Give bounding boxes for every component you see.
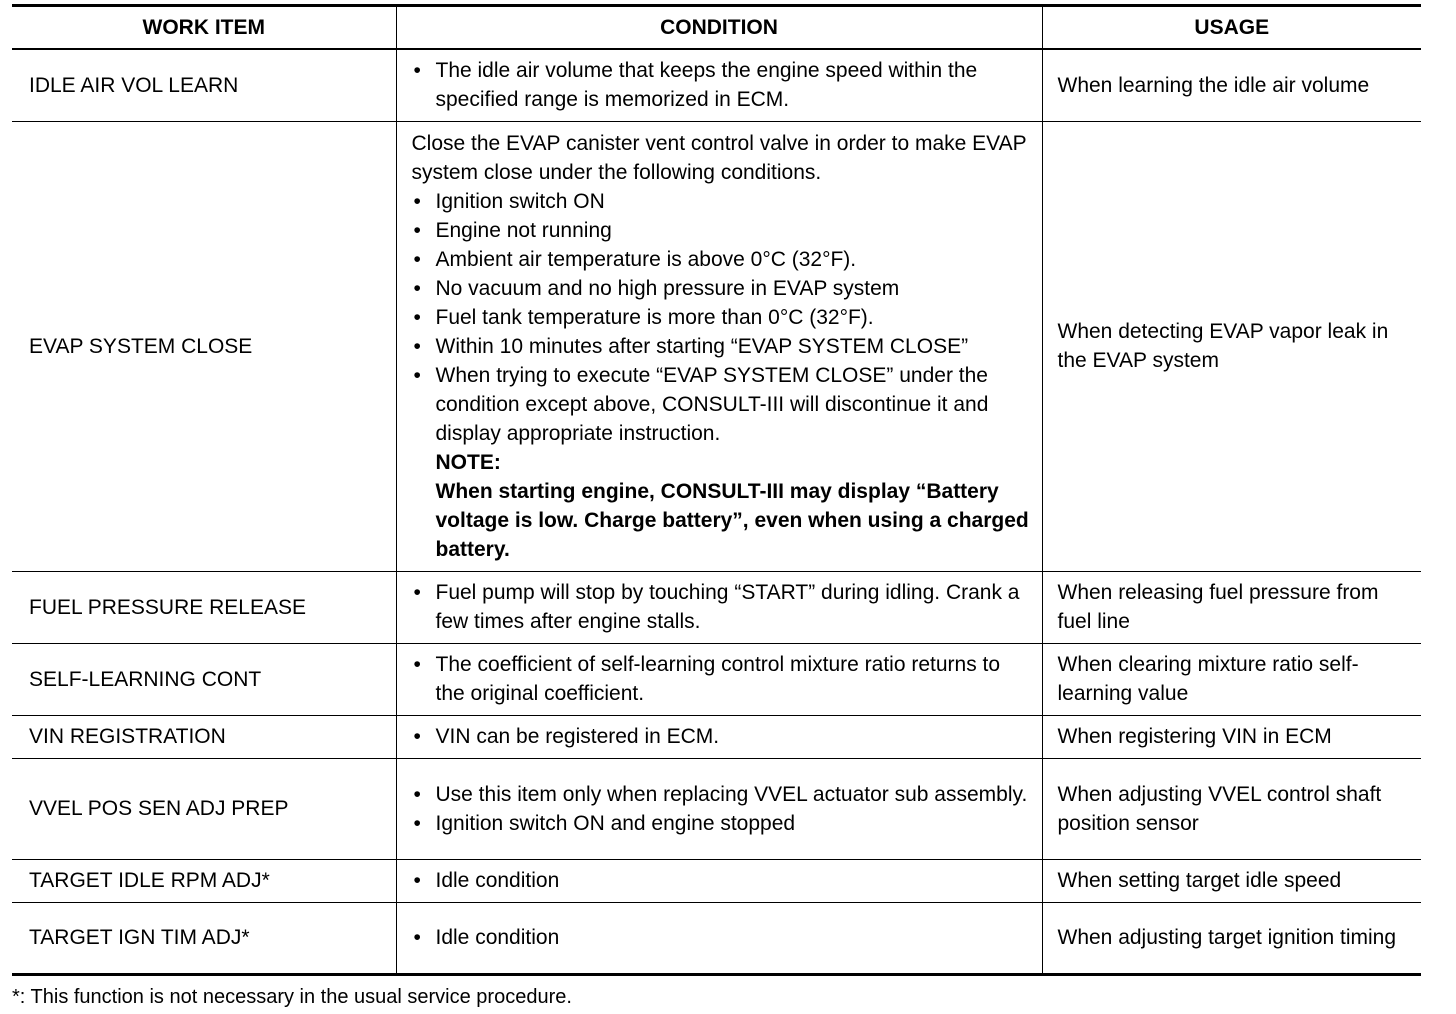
condition-cell — [396, 643, 1042, 715]
condition-cell — [396, 902, 1042, 974]
condition-list — [412, 187, 1030, 448]
table-row — [12, 715, 1421, 758]
condition-cell — [396, 571, 1042, 643]
work-item-cell: VVEL POS SEN ADJ PREP — [12, 758, 396, 859]
table-row — [12, 121, 1421, 571]
work-support-table — [12, 4, 1421, 976]
note-block — [412, 448, 1030, 564]
note-label: NOTE: — [435, 450, 501, 474]
table-row — [12, 902, 1421, 974]
table-row — [12, 859, 1421, 902]
condition-bullet: • Ignition switch ON — [412, 187, 1030, 216]
condition-bullet: • Engine not running — [412, 216, 1030, 245]
condition-bullet: • No vacuum and no high pressure in EVAP system — [412, 274, 1030, 303]
condition-bullet: • VIN can be registered in ECM. — [412, 722, 1030, 751]
table-row — [12, 758, 1421, 859]
condition-list — [412, 780, 1030, 838]
usage-cell: When releasing fuel pressure from fuel line — [1042, 571, 1421, 643]
condition-list — [412, 56, 1030, 114]
header-work-item: WORK ITEM — [12, 6, 396, 50]
condition-cell — [396, 859, 1042, 902]
condition-bullet: • Idle condition — [412, 923, 1030, 952]
condition-bullet: • Ignition switch ON and engine stopped — [412, 809, 1030, 838]
usage-cell: When adjusting target ignition timing — [1042, 902, 1421, 974]
condition-bullet: • Fuel tank temperature is more than 0°C (32°F). — [412, 303, 1030, 332]
condition-bullet: • The coefficient of self-learning control mixture ratio returns to the original coefficient. — [412, 650, 1030, 708]
header-usage: USAGE — [1042, 6, 1421, 50]
table-row — [12, 643, 1421, 715]
condition-bullet: • The idle air volume that keeps the engine speed within the specified range is memorized in ECM. — [412, 56, 1030, 114]
footnote: *: This function is not necessary in the usual service procedure. — [12, 986, 572, 1008]
condition-bullet: • When trying to execute “EVAP SYSTEM CLOSE” under the condition except above, CONSULT-III will discontinue it and display appropriate instruction. — [412, 361, 1030, 448]
condition-intro: Close the EVAP canister vent control valve in order to make EVAP system close under the following conditions. — [411, 131, 1027, 184]
table-header-row — [12, 6, 1421, 50]
condition-list — [412, 650, 1030, 708]
table-row — [12, 49, 1421, 121]
condition-cell — [396, 121, 1042, 571]
condition-list — [412, 866, 1030, 895]
condition-cell — [396, 715, 1042, 758]
usage-cell: When registering VIN in ECM — [1042, 715, 1421, 758]
table-row — [12, 571, 1421, 643]
work-item-cell: SELF-LEARNING CONT — [12, 643, 396, 715]
work-item-cell: VIN REGISTRATION — [12, 715, 396, 758]
condition-bullet: • Use this item only when replacing VVEL actuator sub assembly. — [412, 780, 1030, 809]
condition-bullet: • Ambient air temperature is above 0°C (32°F). — [412, 245, 1030, 274]
condition-cell — [396, 758, 1042, 859]
usage-cell: When clearing mixture ratio self-learning value — [1042, 643, 1421, 715]
condition-bullet: • Idle condition — [412, 866, 1030, 895]
condition-cell — [396, 49, 1042, 121]
usage-cell: When detecting EVAP vapor leak in the EVAP system — [1042, 121, 1421, 571]
condition-list — [412, 722, 1030, 751]
usage-cell: When setting target idle speed — [1042, 859, 1421, 902]
condition-bullet: • Fuel pump will stop by touching “START” during idling. Crank a few times after engine stalls. — [412, 578, 1030, 636]
note-text: When starting engine, CONSULT-III may display “Battery voltage is low. Charge battery”, even when using a charged battery. — [435, 479, 1029, 561]
condition-list — [412, 923, 1030, 952]
usage-cell: When adjusting VVEL control shaft position sensor — [1042, 758, 1421, 859]
work-item-cell: TARGET IDLE RPM ADJ* — [12, 859, 396, 902]
work-item-cell: FUEL PRESSURE RELEASE — [12, 571, 396, 643]
usage-cell: When learning the idle air volume — [1042, 49, 1421, 121]
condition-bullet: • Within 10 minutes after starting “EVAP SYSTEM CLOSE” — [412, 332, 1030, 361]
condition-list — [412, 578, 1030, 636]
work-item-cell: IDLE AIR VOL LEARN — [12, 49, 396, 121]
work-item-cell: EVAP SYSTEM CLOSE — [12, 121, 396, 571]
header-condition: CONDITION — [396, 6, 1042, 50]
work-item-cell: TARGET IGN TIM ADJ* — [12, 902, 396, 974]
